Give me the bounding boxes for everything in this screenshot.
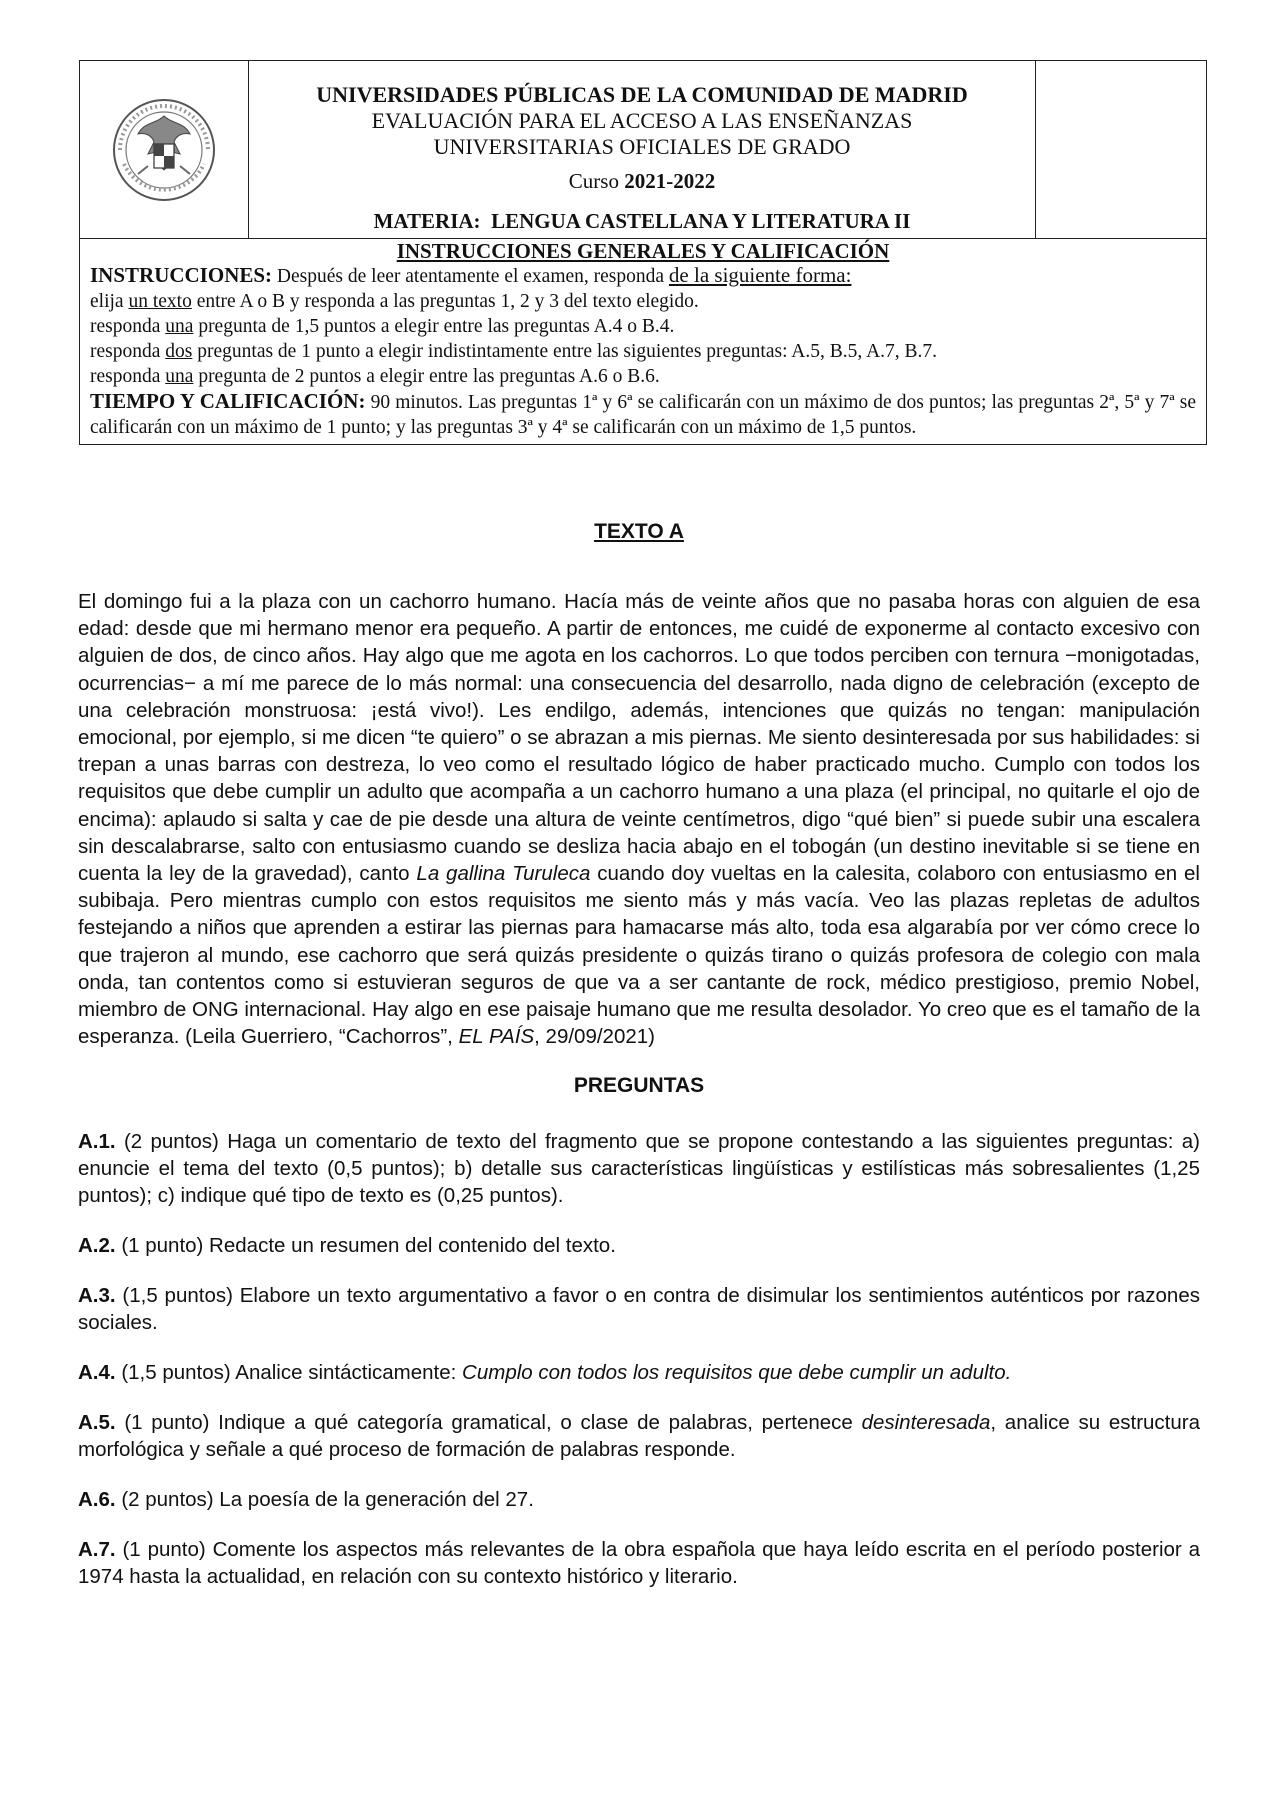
header-top-row — [80, 61, 1206, 239]
instruction-line-2 — [90, 314, 1196, 339]
course — [249, 168, 1035, 194]
line4-u: una — [165, 366, 194, 387]
preguntas-title: PREGUNTAS — [573, 1074, 705, 1098]
course-year: 2021-2022 — [624, 169, 716, 193]
song-title: La gallina Turuleca — [416, 862, 591, 886]
question-a6 — [78, 1486, 1200, 1513]
time-label: TIEMPO Y CALIFICACIÓN: — [90, 389, 366, 413]
source-date: , 29/09/2021) — [534, 1025, 655, 1049]
exam-content — [78, 520, 1200, 1590]
evaluation-line-1: EVALUACIÓN PARA EL ACCESO A LAS ENSEÑANZAS — [371, 108, 913, 133]
question-text: (1,5 puntos) Elabore un texto argumentativo a favor o en contra de disimular los sentimientos auténticos por razones sociales. — [78, 1284, 1200, 1335]
logo-cell — [80, 61, 249, 238]
question-text: (2 puntos) Haga un comentario de texto del fragmento que se propone contestando a las siguientes preguntas: a) enuncie el tema del texto (0,5 puntos); b) detalle sus características lingüísticas y estilísticas más sobresalientes (1,25 puntos); c) indique qué tipo de texto es (0,25 puntos). — [78, 1130, 1200, 1208]
question-a3 — [78, 1282, 1200, 1336]
line3-b: preguntas de 1 punto a elegir indistintamente entre las siguientes preguntas: A.5, B.5, A.7, B.7. — [197, 341, 938, 362]
passage-part-1: El domingo fui a la plaza con un cachorro humano. Hacía más de veinte años que no pasaba horas con alguien de esa edad: desde que mi hermano menor era pequeño. A partir de entonces, me cuidé de exponerme al contacto excesivo con alguien de dos, de cinco años. Hay algo que me agota en los cachorros. Lo que todos perciben con ternura −monigotadas, ocurrencias− a mí me parece de lo más normal: una consecuencia del desarrollo, nada digno de celebración (excepto de una celebración monstruosa: ¡está vivo!). Les endilgo, además, intenciones que quizás no tengan: manipulación emocional, por ejemplo, si me dicen “te quiero” o se abrazan a mis piernas. Me siento desinteresada por sus habilidades: si trepan a unas barras con destreza, lo veo como el resultado lógico de haber practicado mucho. Cumplo con todos los requisitos que debe cumplir un adulto que acompaña a un cachorro humano a una plaza (el principal, no quitarle el ojo de encima): aplaudo si salta y cae de pie desde una altura de veinte centímetros, digo “qué bien” si puede subir una escalera sin descalabrarse, salto con entusiasmo cuando se desliza hacia abajo en el tobogán (un destino inevitable si se tiene en cuenta la ley de la gravedad), canto — [78, 590, 1200, 886]
texto-a-passage — [78, 588, 1200, 1050]
instructions-block — [80, 239, 1206, 444]
instruction-line-4 — [90, 364, 1196, 389]
instruction-line-3 — [90, 339, 1196, 364]
instructions-title: INSTRUCCIONES GENERALES Y CALIFICACIÓN — [396, 239, 890, 263]
subject — [249, 208, 1035, 234]
instructions-intro — [90, 263, 1196, 289]
passage-part-2: cuando doy vueltas en la calesita, colaboro con entusiasmo en el subibaja. Pero mientras cumplo con estos requisitos me siento más y más vacía. Veo las plazas repletas de adultos festejando a niños que aprenden a estirar las piernas para hamacarse más alto, toda esa algarabía por ver cómo crece lo que trajeron al mundo, ese cachorro que será quizás presidente o quizás tirano o quizás profesora de colegio con mala onda, tan contentos como si estuvieran seguros de que va a ser cantante de rock, médico prestigioso, premio Nobel, miembro de ONG internacional. Hay algo en ese paisaje humano que me resulta desolador. Yo creo que es el tamaño de la esperanza. (Leila Guerriero, “Cachorros”, — [78, 862, 1200, 1049]
question-a7 — [78, 1536, 1200, 1590]
question-text-after: , analice su estructura morfológica y señale a qué proceso de formación de palabras responde. — [78, 1411, 1201, 1462]
instructions-intro-a: Después de leer atentamente el examen, responda — [276, 266, 665, 287]
question-a2 — [78, 1232, 1200, 1259]
university-name: UNIVERSIDADES PÚBLICAS DE LA COMUNIDAD DE MADRID — [316, 82, 968, 107]
question-italic: desinteresada — [861, 1411, 991, 1435]
question-number: A.6. — [78, 1488, 116, 1512]
time-and-grading — [90, 389, 1196, 440]
line3-a: responda — [90, 341, 161, 362]
question-text: (1 punto) Redacte un resumen del contenido del texto. — [121, 1234, 616, 1258]
question-number: A.5. — [78, 1411, 116, 1435]
line3-u: dos — [165, 341, 193, 362]
question-number: A.3. — [78, 1284, 116, 1308]
line2-b: pregunta de 1,5 puntos a elegir entre las preguntas A.4 o B.4. — [198, 316, 675, 337]
line4-a: responda — [90, 366, 161, 387]
question-a5 — [78, 1409, 1200, 1463]
instruction-line-1 — [90, 289, 1196, 314]
texto-a-title: TEXTO A — [594, 520, 684, 543]
course-label: Curso — [568, 169, 619, 193]
line1-a: elija — [90, 291, 124, 312]
question-text: (1,5 puntos) Analice sintácticamente: — [121, 1361, 457, 1385]
instructions-label: INSTRUCCIONES: — [90, 263, 273, 287]
instructions-intro-b: de la siguiente forma: — [668, 263, 852, 287]
subject-label: MATERIA: — [373, 209, 481, 233]
question-a4 — [78, 1359, 1200, 1386]
question-italic: Cumplo con todos los requisitos que debe cumplir un adulto. — [462, 1361, 1012, 1385]
question-text: (1 punto) Comente los aspectos más relevantes de la obra española que haya leído escrita en el período posterior a 1974 hasta la actualidad, en relación con su contexto histórico y literario. — [78, 1538, 1200, 1589]
question-number: A.4. — [78, 1361, 116, 1385]
header-table — [79, 60, 1207, 445]
evaluation-line-2: UNIVERSITARIAS OFICIALES DE GRADO — [433, 134, 851, 159]
time-text: 90 minutos. Las preguntas 1ª y 6ª se calificarán con un máximo de dos puntos; las preguntas 2ª, 5ª y 7ª se calificarán con un máximo de 1 punto; y las preguntas 3ª y 4ª se calificarán con un máximo de 1,5 puntos. — [90, 392, 1197, 438]
question-text: (2 puntos) La poesía de la generación del 27. — [121, 1488, 534, 1512]
question-number: A.2. — [78, 1234, 116, 1258]
question-a1 — [78, 1128, 1200, 1209]
blank-cell — [1035, 61, 1206, 238]
question-text: (1 punto) Indique a qué categoría gramatical, o clase de palabras, pertenece — [124, 1411, 853, 1435]
question-number: A.7. — [78, 1538, 116, 1562]
line4-b: pregunta de 2 puntos a elegir entre las preguntas A.6 o B.6. — [198, 366, 660, 387]
title-cell — [249, 61, 1035, 238]
subject-name: LENGUA CASTELLANA Y LITERATURA II — [491, 209, 911, 233]
question-number: A.1. — [78, 1130, 116, 1154]
line1-u: un texto — [128, 291, 192, 312]
line2-u: una — [165, 316, 194, 337]
source-name: EL PAÍS — [458, 1025, 535, 1049]
line1-b: entre A o B y responda a las preguntas 1, 2 y 3 del texto elegido. — [196, 291, 699, 312]
university-seal-icon — [108, 94, 220, 206]
line2-a: responda — [90, 316, 161, 337]
